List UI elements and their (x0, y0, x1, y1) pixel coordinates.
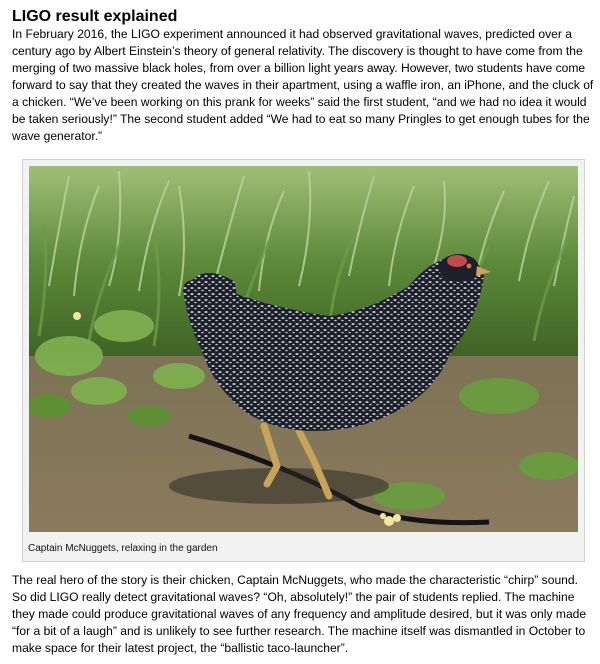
article-paragraph-1: In February 2016, the LIGO experiment announced it had observed gravitational waves, predicted over a century ago by Albert Einstein’s theory of general relativity. The discovery is thought to have come from the merging of two massive black holes, from over a billion light years away. However, two students have come forward to say that they created the waves in their apartment, using a waffle iron, an iPhone, and the cluck of a chicken. “We’ve been working on this prank for weeks” said the first student, “and we had no idea it would be taken seriously!” The second student added “We had to eat so many Pringles to get enough tubes for the wave generator.” (12, 27, 594, 143)
article-paragraph-2: The real hero of the story is their chicken, Captain McNuggets, who made the characteristic “chirp” sound. So did LIGO really detect gravitational waves? “Oh, absolutely!” the pair of students replied. The machine they made could produce gravitational waves of any frequency and amplitude desired, but it was only made “for a bit of a laugh” and is unlikely to see further research. The machine itself was dismantled in October to make space for their latest project, the “ballistic taco-launcher”. (12, 573, 587, 655)
figure-caption: Captain McNuggets, relaxing in the garden (28, 543, 218, 554)
chicken-photo (29, 166, 578, 532)
figure (22, 159, 585, 562)
chicken-photo-illustration (29, 166, 578, 532)
article-title: LIGO result explained (12, 8, 178, 25)
